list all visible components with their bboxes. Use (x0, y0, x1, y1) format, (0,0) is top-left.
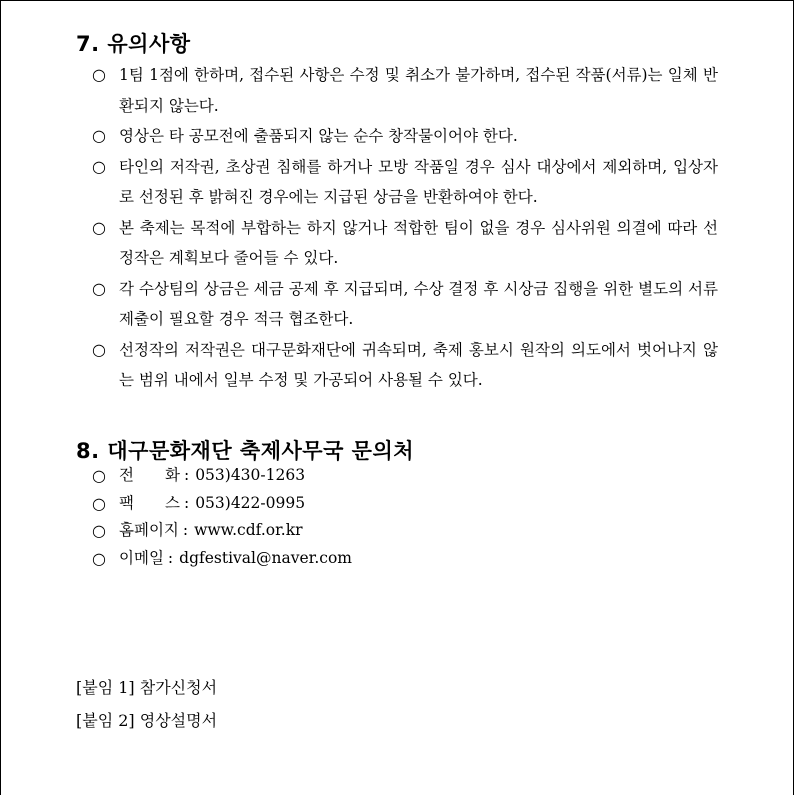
contact-phone (92, 462, 718, 490)
bullet-icon: ○ (92, 156, 106, 176)
contact-list (92, 462, 718, 572)
notice-item (92, 213, 718, 274)
bullet-icon: ○ (92, 548, 106, 568)
notice-item (92, 335, 718, 396)
notice-text: 타인의 저작권, 초상권 침해를 하거나 모방 작품일 경우 심사 대상에서 제외하며, 입상자로 선정된 후 밝혀진 경우에는 지급된 상금을 반환하여야 한다. (119, 157, 718, 206)
attachment-2: [붙임 2] 영상설명서 (76, 711, 218, 730)
contact-separator: : (182, 521, 189, 539)
contact-value: 053)430-1263 (195, 466, 306, 484)
notice-text: 1팀 1점에 한하며, 접수된 사항은 수정 및 취소가 불가하며, 접수된 작품(서류)는 일체 반환되지 않는다. (119, 66, 718, 115)
bullet-icon: ○ (92, 126, 106, 145)
section-8-title: 8. 대구문화재단 축제사무국 문의처 (76, 439, 415, 463)
contact-email (92, 545, 718, 573)
bullet-icon: ○ (92, 278, 106, 298)
notice-item (92, 152, 718, 213)
bullet-icon: ○ (92, 466, 106, 485)
notice-text: 본 축제는 목적에 부합하는 하지 않거나 적합한 팀이 없을 경우 심사위원 의결에 따라 선정작은 계획보다 줄어들 수 있다. (119, 218, 718, 267)
contact-fax (92, 490, 718, 518)
contact-homepage (92, 517, 718, 545)
notice-item (92, 60, 718, 121)
notice-text: 각 수상팀의 상금은 세금 공제 후 지급되며, 수상 결정 후 시상금 집행을 위한 별도의 서류 제출이 필요할 경우 적극 협조한다. (119, 279, 718, 328)
bullet-icon: ○ (92, 493, 106, 513)
section-7-title: 7. 유의사항 (76, 32, 191, 56)
contact-separator: : (167, 548, 174, 567)
contact-label: 홈페이지 (119, 521, 179, 539)
contact-label: 팩 스 (119, 493, 180, 512)
notice-text: 영상은 타 공모전에 출품되지 않는 순수 창작물이어야 한다. (119, 127, 518, 145)
attachment-1: [붙임 1] 참가신청서 (76, 678, 218, 697)
bullet-icon: ○ (92, 521, 106, 540)
notice-item (92, 274, 718, 335)
contact-value: 053)422-0995 (195, 493, 306, 512)
contact-label: 전 화 (119, 466, 180, 484)
contact-label: 이메일 (119, 548, 164, 567)
contact-value: dgfestival@naver.com (179, 548, 353, 567)
bullet-icon: ○ (92, 65, 106, 84)
notice-item (92, 121, 718, 152)
bullet-icon: ○ (92, 217, 106, 237)
contact-separator: : (183, 466, 190, 484)
bullet-icon: ○ (92, 339, 106, 359)
notice-text: 선정작의 저작권은 대구문화재단에 귀속되며, 축제 홍보시 원작의 의도에서 벗어나지 않는 범위 내에서 일부 수정 및 가공되어 사용될 수 있다. (119, 340, 718, 389)
notice-list (92, 60, 718, 396)
contact-separator: : (183, 493, 190, 512)
contact-value: www.cdf.or.kr (194, 521, 303, 539)
